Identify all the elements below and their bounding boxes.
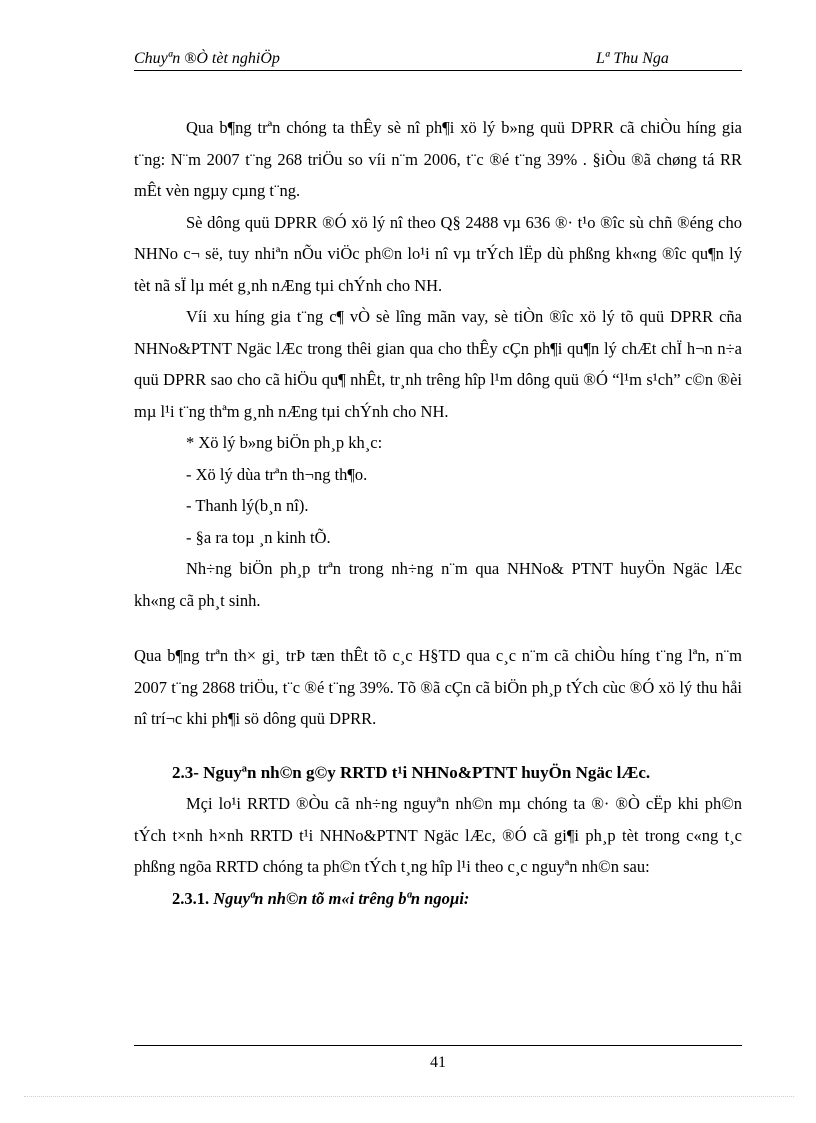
header-author-name: Lª Thu Nga (596, 50, 669, 67)
footer-divider (134, 1045, 742, 1046)
list-intro: * Xö lý b»ng biÖn ph¸p kh¸c: (186, 433, 383, 452)
subsection-heading (134, 883, 742, 915)
section-paragraph: Mçi lo¹i RRTD ®Òu cã nh÷ng nguyªn nh©n mµ chóng ta ®· ®Ò cËp khi ph©n tÝch t×nh h×nh RRTD t¹i NHNo&PTNT Ngäc lÆc, ®Ó cã gi¶i ph¸p tèt trong c«ng t¸c phßng ngõa RRTD chóng ta ph©n tÝch t¸ng hîp l¹i theo c¸c nguyªn nh©n sau: (134, 794, 742, 876)
paragraph-after-list: Nh÷ng biÖn ph¸p trªn trong nh÷ng n¨m qua NHNo& PTNT huyÖn Ngäc lÆc kh«ng cã ph¸t sinh. (134, 559, 742, 610)
section-heading: 2.3- Nguyªn nh©n g©y RRTD t¹i NHNo&PTNT huyÖn Ngäc lÆc. (172, 762, 651, 782)
list-item: - §a ra toµ ¸n kinh tÕ. (186, 527, 331, 547)
header-document-title: Chuyªn ®Ò tèt nghiÖp (134, 50, 280, 67)
page-number: 41 (430, 1054, 446, 1071)
spacer (134, 735, 742, 757)
subsection-number: 2.3.1. (172, 888, 210, 908)
paragraph-2: Sè dông quü DPRR ®Ó xö lý nî theo Q§ 2488 vµ 636 ®· t¹o ®îc sù chñ ®éng cho NHNo c¬ së, tuy nhiªn nÕu viÖc ph©n lo¹i nî vµ trÝch lËp dù phßng kh«ng ®îc qu¶n lý tèt nã sÏ lµ mét g¸nh nÆng tµi chÝnh cho NH. (134, 212, 742, 295)
summary-paragraph: Qua b¶ng trªn th× gi¸ trÞ tæn thÊt tõ c¸c H§TD qua c¸c n¨m cã chiÒu híng t¨ng lªn, n¨m 2007 t¨ng 2868 triÖu, t¨c ®é t¨ng 39%. Tõ ®ã cÇn cã biÖn ph¸p tÝch cùc ®Ó xö lý thu håi nî trí¬c khi ph¶i sö dông quü DPRR. (134, 646, 742, 728)
list-item: - Thanh lý(b¸n nî). (186, 496, 309, 515)
spacer (134, 616, 742, 640)
list-item: - Xö lý dùa trªn th¬ng th¶o. (186, 464, 368, 484)
paragraph-1: Qua b¶ng trªn chóng ta thÊy sè nî ph¶i xö lý b»ng quü DPRR cã chiÒu híng gia t¨ng: N¨m 2007 t¨ng 268 triÖu so víi n¨m 2006, t¨c ®é t¨ng 39% . §iÒu ®ã chøng tá RR mÊt vèn ngµy cµng t¨ng. (134, 118, 742, 200)
subsection-title: Nguyªn nh©n tõ m«i trêng bªn ngoµi: (213, 888, 470, 908)
page-body (134, 112, 742, 914)
page-edge-dots (24, 1096, 794, 1097)
page-header (134, 50, 742, 71)
paragraph-3: Víi xu híng gia t¨ng c¶ vÒ sè lîng mãn vay, sè tiÒn ®îc xö lý tõ quü DPRR cña NHNo&PTNT Ngäc lÆc trong thêi gian qua cho thÊy cÇn ph¶i qu¶n lý chÆt chÏ h¬n n÷a quü DPRR sao cho cã hiÖu qu¶ nhÊt, tr¸nh trêng hîp l¹m dông quü ®Ó “l¹m s¹ch” c©n ®èi mµ l¹i t¨ng thªm g¸nh nÆng tµi chÝnh cho NH. (134, 307, 742, 421)
